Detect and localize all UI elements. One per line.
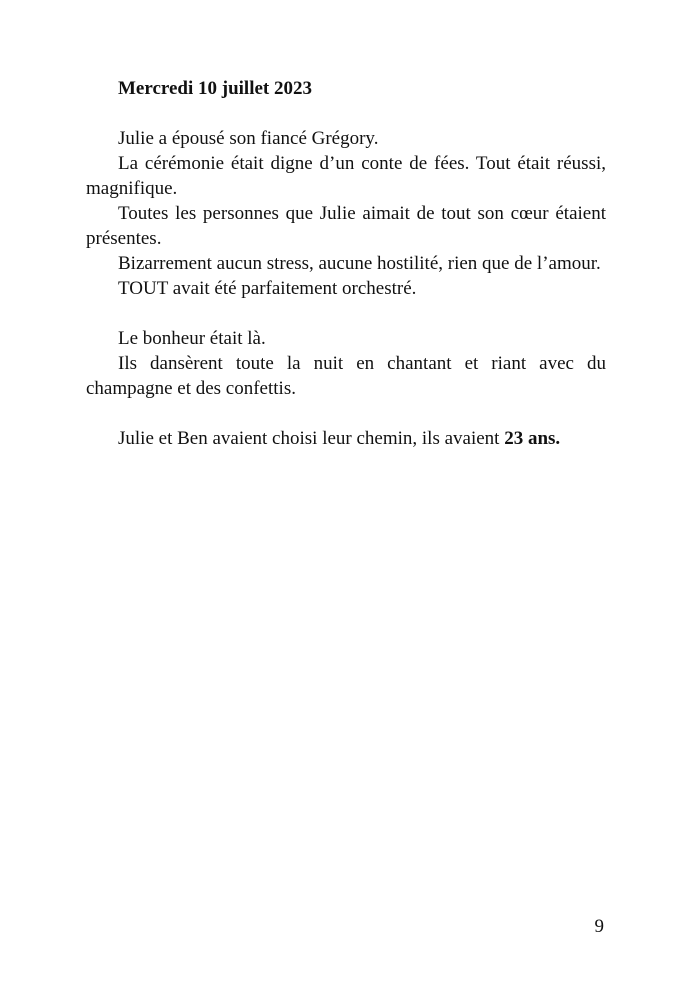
paragraph-3: Toutes les personnes que Julie aimait de tout son cœur étaient présentes. bbox=[86, 203, 606, 249]
paragraph-7: Ils dansèrent toute la nuit en chantant et riant avec du champagne et des confettis. bbox=[86, 353, 606, 399]
paragraph-4: Bizarrement aucun stress, aucune hostilité, rien que de l’amour. bbox=[118, 253, 601, 274]
paragraph-2: La cérémonie était digne d’un conte de fées. Tout était réussi, magnifique. bbox=[86, 153, 606, 199]
date-heading: Mercredi 10 juillet 2023 bbox=[118, 78, 312, 99]
page-number: 9 bbox=[594, 916, 604, 937]
paragraph-6: Le bonheur était là. bbox=[118, 328, 266, 349]
text-block bbox=[86, 76, 606, 451]
paragraph-8-age: 23 ans. bbox=[504, 428, 561, 449]
paragraph-gap bbox=[86, 401, 606, 426]
paragraph-1: Julie a épousé son fiancé Grégory. bbox=[118, 128, 379, 149]
paragraph-8 bbox=[86, 426, 606, 451]
paragraph-5: TOUT avait été parfaitement orchestré. bbox=[118, 278, 417, 299]
paragraph-gap bbox=[86, 301, 606, 326]
paragraph-8-text: Julie et Ben avaient choisi leur chemin, ils avaient bbox=[118, 428, 505, 449]
